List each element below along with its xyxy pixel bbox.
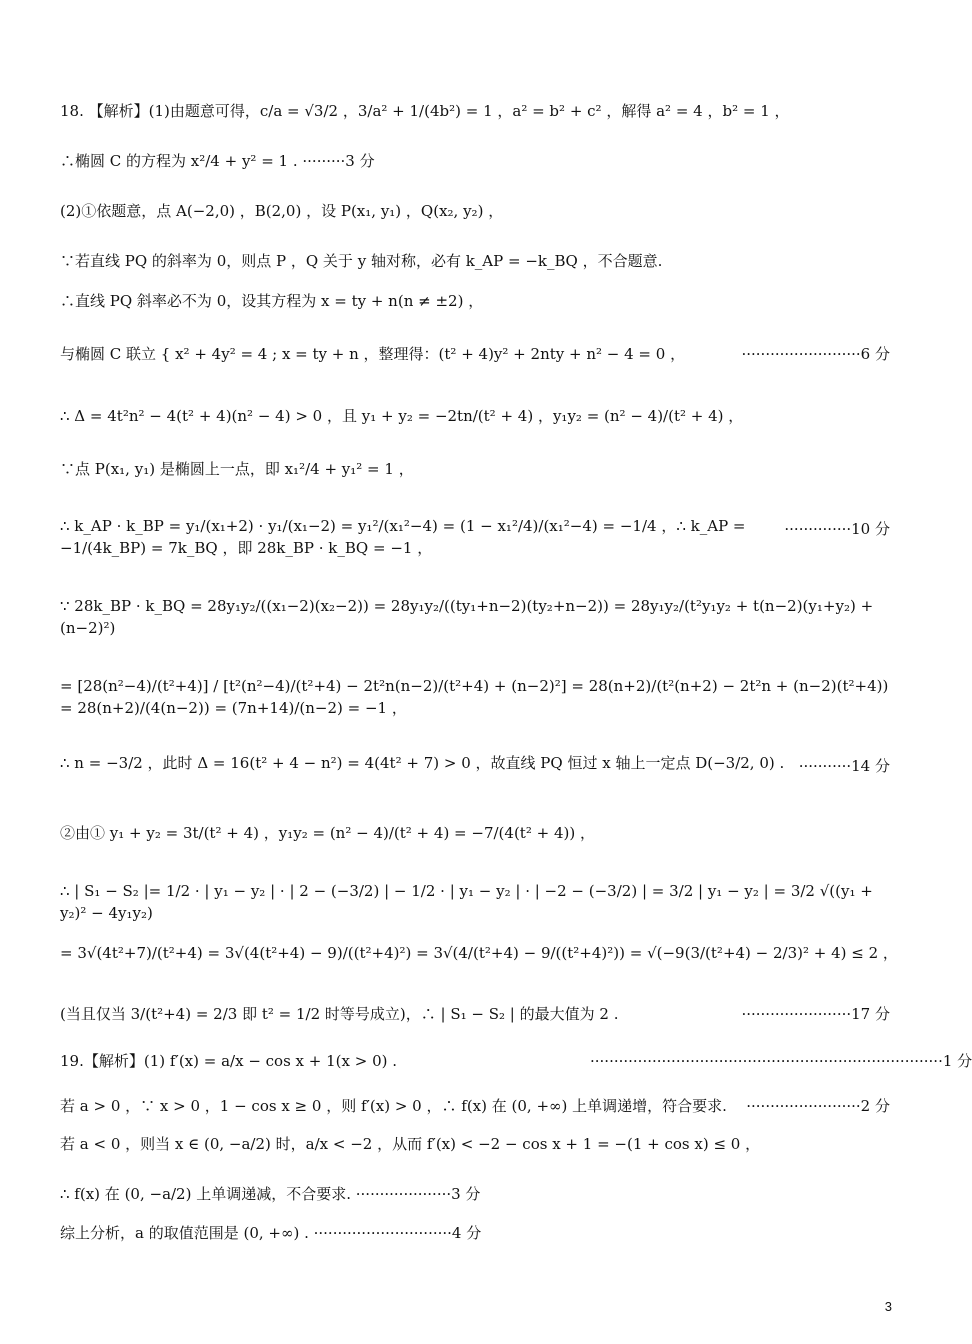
line-conclusion: 综上分析，a 的取值范围是 (0, +∞) . ·····························4 分 [60, 1224, 482, 1242]
line-area-bound: = 3√(4t²+7)/(t²+4) = 3√(4(t²+4) − 9)/((t²+4)²) = 3√(4/(t²+4) − 9/((t²+4)²)) = √(−9(3/(t²+4) − 2/3)² + 4) ≤ 2 ， [60, 944, 898, 962]
page-number: 3 [884, 1299, 892, 1314]
line-a-negative: 若 a < 0 ，则当 x ∈ (0, −a/2) 时，a/x < −2 ，从而 f′(x) < −2 − cos x + 1 = −(1 + cos x) ≤ 0 ， [60, 1135, 761, 1153]
line-ellipse-equation: ∴椭圆 C 的方程为 x²/4 + y² = 1 . ·········3 分 [60, 152, 375, 170]
line-part2-vieta: ②由① y₁ + y₂ = 3t/(t² + 4) ，y₁y₂ = (n² − 4)/(t² + 4) = −7/(4(t² + 4)) ， [60, 824, 595, 842]
score-17: ·······················17 分 [741, 1005, 890, 1023]
line-28k-expansion: ∵ 28k_BP · k_BQ = 28y₁y₂/((x₁−2)(x₂−2)) = 28y₁y₂/((ty₁+n−2)(ty₂+n−2)) = 28y₁y₂/(t²y₁y₂ + t(n−2)(y₁+y₂) + (n−2)²) [60, 597, 874, 637]
line-discriminant: ∴ Δ = 4t²n² − 4(t² + 4)(n² − 4) > 0 ，且 y₁ + y₂ = −2tn/(t² + 4) ，y₁y₂ = (n² − 4)/(t² + 4) ， [60, 407, 744, 425]
score-6: ·························6 分 [741, 345, 890, 363]
score-10: ··············10 分 [784, 520, 890, 538]
score-14: ···········14 分 [798, 757, 890, 775]
line-decreasing: ∴ f(x) 在 (0, −a/2) 上单调递减，不合要求. ····················3 分 [60, 1185, 481, 1203]
line-slope-zero: ∵若直线 PQ 的斜率为 0，则点 P ，Q 关于 y 轴对称，必有 k_AP = −k_BQ ，不合题意. [60, 252, 663, 270]
line-19-intro: 19.【解析】(1) f′(x) = a/x − cos x + 1(x > 0) . [60, 1052, 398, 1070]
line-simplification: = [28(n²−4)/(t²+4)] / [t²(n²−4)/(t²+4) − 2t²n(n−2)/(t²+4) + (n−2)²] = 28(n+2)/(t²(n+2) − 2t²n + (n−2)(t²+4)) = 28(n+2)/(4(n−2)) = (7n+14)/(n−2) = −1 ， [60, 677, 889, 717]
line-18-intro: 18. 【解析】(1)由题意可得，c/a = √3/2 ，3/a² + 1/(4b²) = 1 ，a² = b² + c² ，解得 a² = 4 ，b² = 1 ， [60, 102, 790, 120]
line-line-equation: ∴直线 PQ 斜率必不为 0，设其方程为 x = ty + n(n ≠ ±2) ， [60, 292, 484, 310]
line-area-difference: ∴ | S₁ − S₂ |= 1/2 · | y₁ − y₂ | · | 2 − (−3/2) | − 1/2 · | y₁ − y₂ | · | −2 − (−3/2) | = 3/2 | y₁ − y₂ | = 3/2 √((y₁ + y₂)² − 4y₁y₂) [60, 882, 873, 922]
score-1: ··········································································1 分 [590, 1052, 972, 1070]
score-2: ························2 分 [746, 1097, 890, 1115]
line-slope-product: ∴ k_AP · k_BP = y₁/(x₁+2) · y₁/(x₁−2) = y₁²/(x₁²−4) = (1 − x₁²/4)/(x₁²−4) = −1/4 ，∴ k_AP = −1/(4k_BP) = 7k_BQ ，即 28k_BP · k_BQ = −1 ， [60, 517, 746, 557]
line-fixed-point: ∴ n = −3/2 ，此时 Δ = 16(t² + 4 − n²) = 4(4t² + 7) > 0 ，故直线 PQ 恒过 x 轴上一定点 D(−3/2, 0) . [60, 754, 785, 772]
line-point-on-ellipse: ∵点 P(x₁, y₁) 是椭圆上一点，即 x₁²/4 + y₁² = 1 ， [60, 460, 414, 478]
line-equality-case: (当且仅当 3/(t²+4) = 2/3 即 t² = 1/2 时等号成立)，∴ | S₁ − S₂ | 的最大值为 2 . [60, 1005, 619, 1023]
line-a-positive: 若 a > 0 ，∵ x > 0 ，1 − cos x ≥ 0 ，则 f′(x) > 0 ，∴ f(x) 在 (0, +∞) 上单调递增，符合要求. [60, 1097, 727, 1115]
line-system: 与椭圆 C 联立 { x² + 4y² = 4 ; x = ty + n ，整理得：(t² + 4)y² + 2nty + n² − 4 = 0 ， [60, 345, 686, 363]
line-part2-setup: (2)①依题意，点 A(−2,0) ，B(2,0) ，设 P(x₁, y₁) ，Q(x₂, y₂) ， [60, 202, 504, 220]
